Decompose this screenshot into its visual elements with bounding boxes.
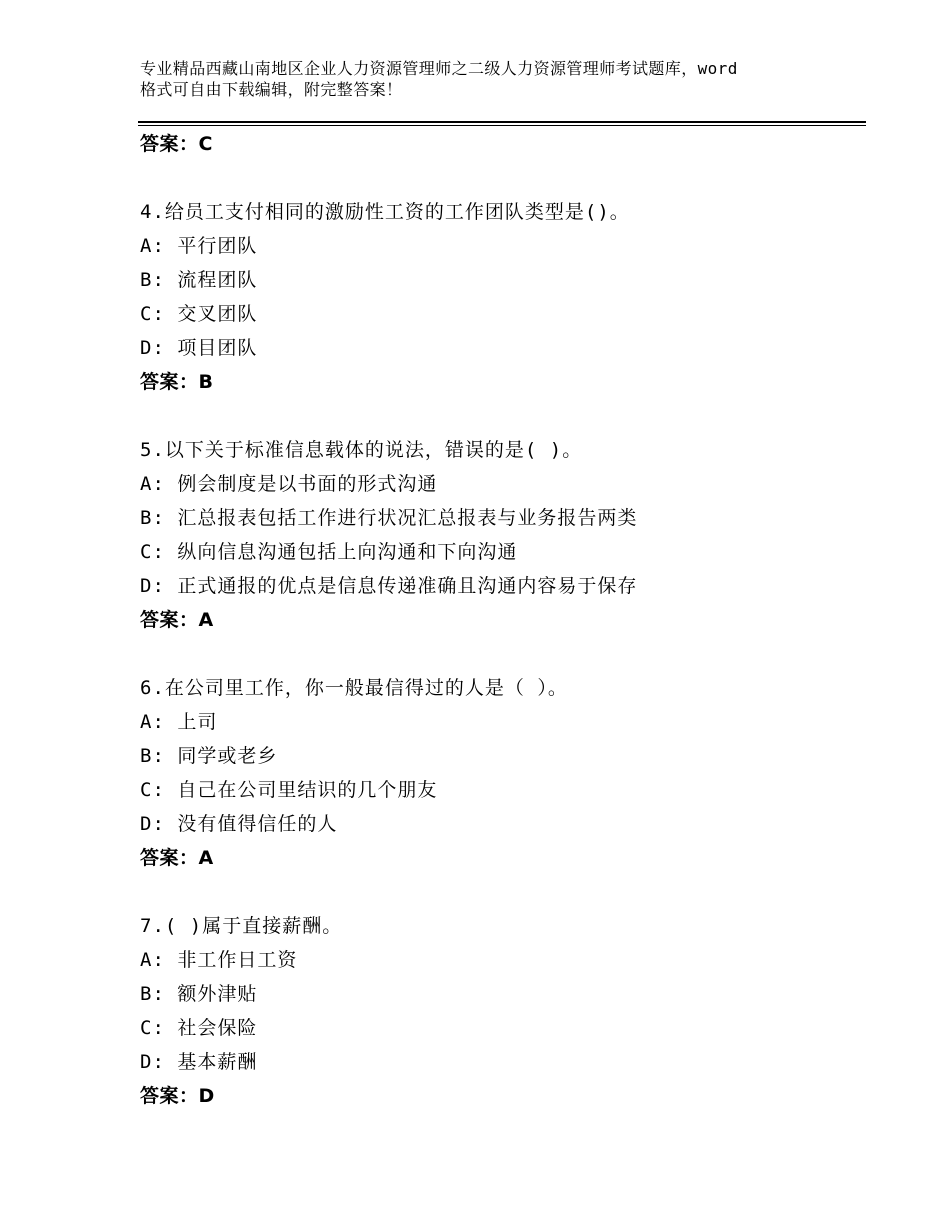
answer: 答案：A [140,609,214,631]
question-7 [140,909,880,1113]
answer: 答案：D [140,1085,215,1107]
header-line-1: 专业精品西藏山南地区企业人力资源管理师之二级人力资源管理师考试题库，word [140,59,738,78]
option-d: D: 正式通报的优点是信息传递准确且沟通内容易于保存 [140,575,638,597]
answer: 答案：A [140,847,214,869]
answer: 答案：B [140,371,214,393]
spacer [140,399,880,433]
question-5 [140,433,880,637]
option-d: D: 基本薪酬 [140,1051,258,1073]
question-stem: 6.在公司里工作，你一般最信得过的人是（ ）。 [140,677,568,699]
option-b: B: 额外津贴 [140,983,258,1005]
question-stem: 4.给员工支付相同的激励性工资的工作团队类型是()。 [140,201,630,223]
question-6 [140,671,880,875]
question-stem: 5.以下关于标准信息载体的说法，错误的是( )。 [140,439,583,461]
option-a: A: 平行团队 [140,235,258,257]
header-line-2: 格式可自由下载编辑，附完整答案！ [140,80,403,99]
header-rule-thin [138,125,866,126]
document-header [140,58,860,100]
question-stem: 7.( )属于直接薪酬。 [140,915,343,937]
option-b: B: 同学或老乡 [140,745,278,767]
option-c: C: 纵向信息沟通包括上向沟通和下向沟通 [140,541,518,563]
option-c: C: 自己在公司里结识的几个朋友 [140,779,438,801]
option-c: C: 交叉团队 [140,303,258,325]
option-a: A: 非工作日工资 [140,949,298,971]
option-b: B: 汇总报表包括工作进行状况汇总报表与业务报告两类 [140,507,638,529]
question-4 [140,195,880,399]
option-b: B: 流程团队 [140,269,258,291]
option-d: D: 没有值得信任的人 [140,813,338,835]
question-list [140,127,880,1113]
spacer [140,637,880,671]
spacer [140,161,880,195]
spacer [140,875,880,909]
header-rule-thick [138,121,866,123]
option-a: A: 上司 [140,711,218,733]
option-c: C: 社会保险 [140,1017,258,1039]
option-a: A: 例会制度是以书面的形式沟通 [140,473,438,495]
previous-answer: 答案：C [140,133,213,155]
option-d: D: 项目团队 [140,337,258,359]
